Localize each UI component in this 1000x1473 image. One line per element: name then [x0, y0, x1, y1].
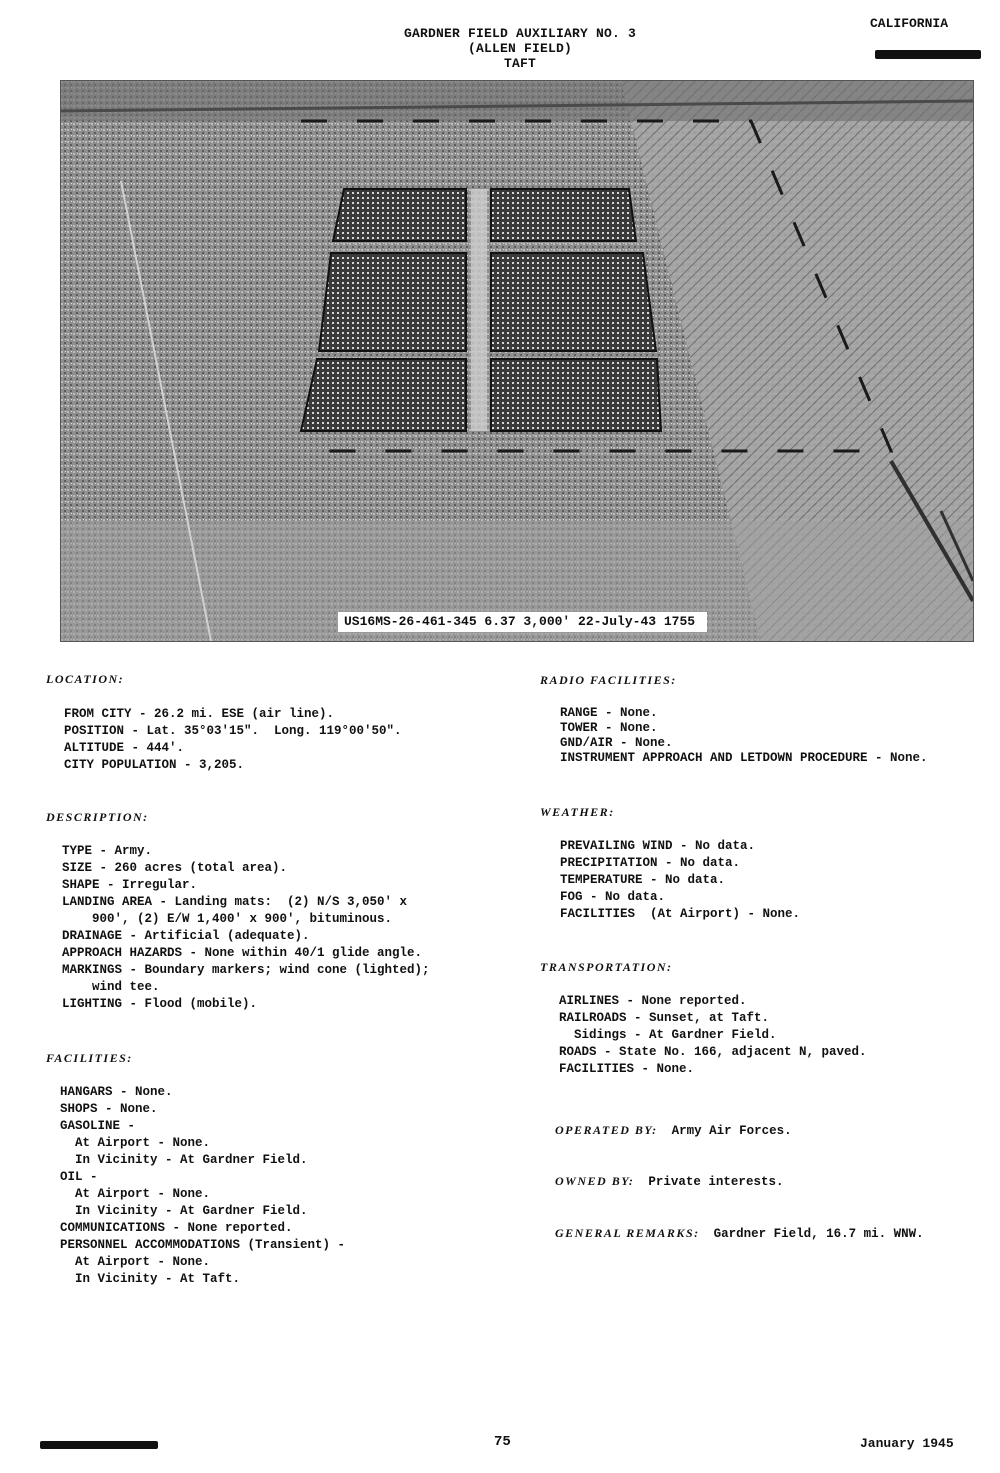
owned-by-row	[540, 1160, 783, 1189]
aerial-photograph	[60, 80, 974, 642]
facilities-section	[46, 1051, 345, 1288]
redaction-mark-bottom	[40, 1441, 158, 1449]
radio-line: INSTRUMENT APPROACH AND LETDOWN PROCEDURE - None.	[560, 751, 928, 765]
radio-heading: RADIO FACILITIES:	[540, 673, 677, 687]
general-remarks-row	[540, 1212, 924, 1241]
general-remarks-heading: GENERAL REMARKS:	[555, 1226, 700, 1240]
facilities-heading: FACILITIES:	[46, 1051, 133, 1065]
weather-section	[540, 805, 800, 923]
title-line-3: TAFT	[503, 56, 536, 71]
weather-line: PRECIPITATION - No data.	[560, 856, 741, 870]
footer-date: January 1945	[860, 1436, 954, 1451]
radio-line: GND/AIR - None.	[560, 736, 673, 750]
transportation-line: AIRLINES - None reported.	[559, 994, 747, 1008]
description-line: SHAPE - Irregular.	[62, 878, 198, 892]
facilities-line: PERSONNEL ACCOMMODATIONS (Transient) -	[60, 1238, 346, 1252]
description-line: MARKINGS - Boundary markers; wind cone (lighted);	[62, 963, 430, 977]
radio-line: RANGE - None.	[560, 706, 658, 720]
location-line: POSITION - Lat. 35°03'15". Long. 119°00'50".	[64, 724, 402, 738]
general-remarks-value: Gardner Field, 16.7 mi. WNW.	[713, 1227, 924, 1241]
title-line-1: GARDNER FIELD AUXILIARY NO. 3	[403, 26, 637, 41]
page-number: 75	[494, 1434, 511, 1450]
transportation-section	[540, 960, 867, 1078]
document-title	[300, 26, 740, 71]
facilities-line: In Vicinity - At Taft.	[60, 1272, 241, 1286]
facilities-line: SHOPS - None.	[60, 1102, 158, 1116]
facilities-line: At Airport - None.	[60, 1187, 211, 1201]
transportation-line: Sidings - At Gardner Field.	[559, 1028, 777, 1042]
description-line: LANDING AREA - Landing mats: (2) N/S 3,050' x	[62, 895, 408, 909]
facilities-line: At Airport - None.	[60, 1255, 211, 1269]
weather-line: TEMPERATURE - No data.	[560, 873, 726, 887]
facilities-line: In Vicinity - At Gardner Field.	[60, 1153, 308, 1167]
description-line: TYPE - Army.	[62, 844, 153, 858]
owned-by-value: Private interests.	[648, 1175, 784, 1189]
location-heading: LOCATION:	[46, 672, 125, 686]
aerial-photo-drawing	[61, 81, 973, 641]
weather-line: FOG - No data.	[560, 890, 666, 904]
transportation-line: ROADS - State No. 166, adjacent N, paved.	[559, 1045, 867, 1059]
radio-section	[540, 673, 928, 766]
radio-line: TOWER - None.	[560, 721, 658, 735]
photo-caption: US16MS-26-461-345 6.37 3,000' 22-July-43 1755	[338, 612, 707, 632]
description-line: 900', (2) E/W 1,400' x 900', bituminous.	[62, 912, 393, 926]
redaction-mark-top	[875, 50, 981, 59]
title-line-2: (ALLEN FIELD)	[467, 41, 573, 56]
weather-heading: WEATHER:	[540, 805, 615, 819]
facilities-line: HANGARS - None.	[60, 1085, 173, 1099]
facilities-line: COMMUNICATIONS - None reported.	[60, 1221, 293, 1235]
description-line: SIZE - 260 acres (total area).	[62, 861, 288, 875]
facilities-line: In Vicinity - At Gardner Field.	[60, 1204, 308, 1218]
location-section	[46, 672, 402, 774]
location-line: ALTITUDE - 444'.	[64, 741, 185, 755]
transportation-heading: TRANSPORTATION:	[540, 960, 673, 974]
operated-by-row	[540, 1109, 792, 1138]
operated-by-heading: OPERATED BY:	[555, 1123, 658, 1137]
operated-by-value: Army Air Forces.	[671, 1124, 792, 1138]
facilities-line: At Airport - None.	[60, 1136, 211, 1150]
facilities-line: GASOLINE -	[60, 1119, 136, 1133]
description-heading: DESCRIPTION:	[46, 810, 149, 824]
facilities-line: OIL -	[60, 1170, 98, 1184]
description-line: APPROACH HAZARDS - None within 40/1 glide angle.	[62, 946, 423, 960]
owned-by-heading: OWNED BY:	[555, 1174, 635, 1188]
transportation-line: FACILITIES - None.	[559, 1062, 695, 1076]
description-line: wind tee.	[62, 980, 160, 994]
description-section	[46, 810, 430, 1013]
state-label: CALIFORNIA	[870, 16, 949, 31]
location-line: FROM CITY - 26.2 mi. ESE (air line).	[64, 707, 335, 721]
description-line: LIGHTING - Flood (mobile).	[62, 997, 258, 1011]
description-line: DRAINAGE - Artificial (adequate).	[62, 929, 310, 943]
weather-line: PREVAILING WIND - No data.	[560, 839, 756, 853]
transportation-line: RAILROADS - Sunset, at Taft.	[559, 1011, 770, 1025]
location-line: CITY POPULATION - 3,205.	[64, 758, 245, 772]
weather-line: FACILITIES (At Airport) - None.	[560, 907, 801, 921]
